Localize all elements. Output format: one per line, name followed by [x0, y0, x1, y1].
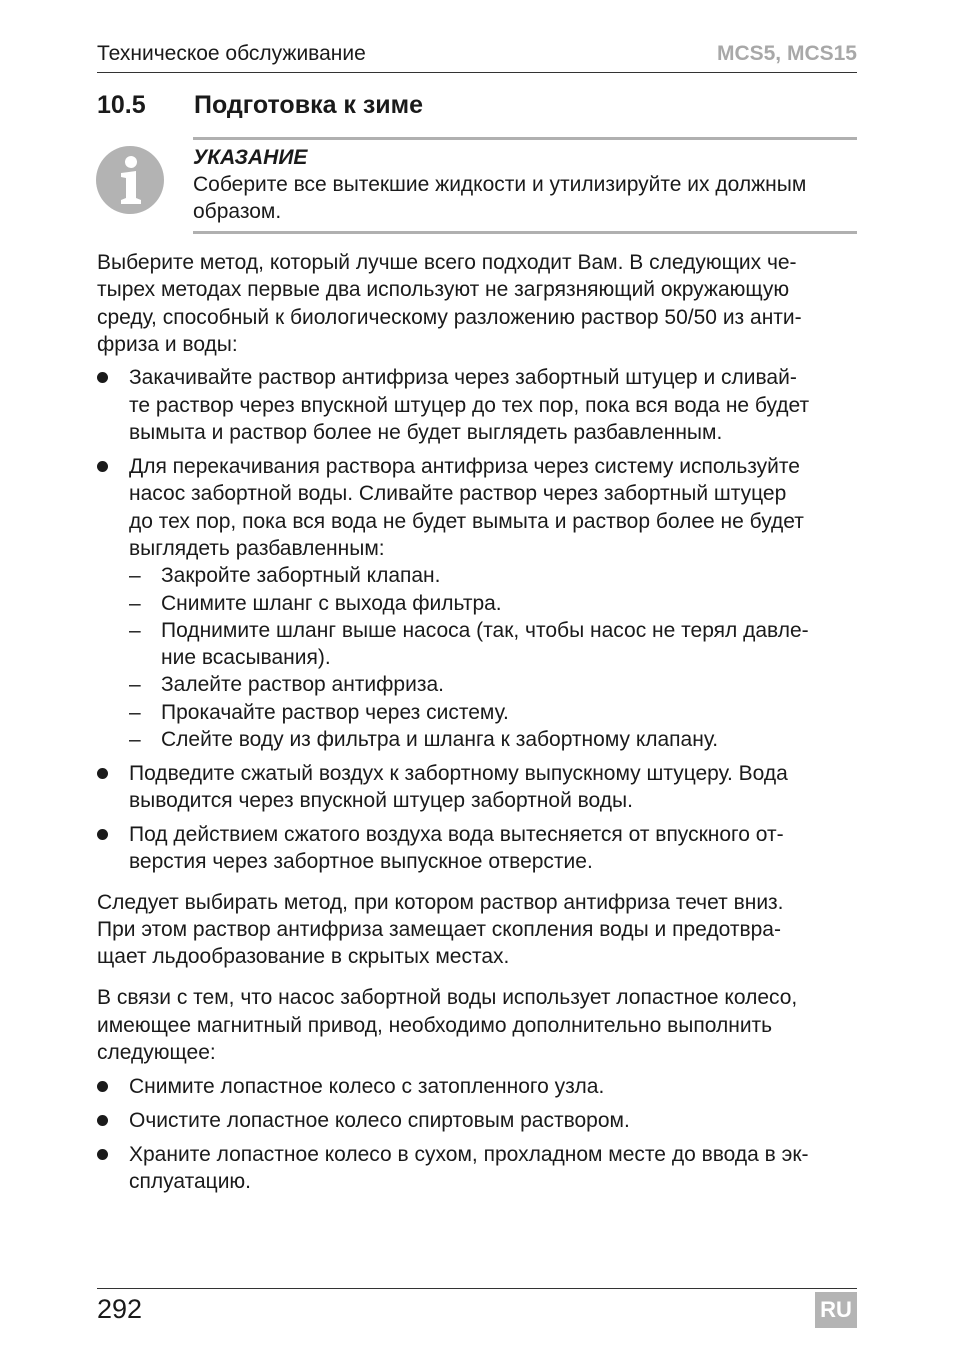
bullet-marker: [97, 1115, 108, 1126]
list-item-line: те раствор через впускной штуцер до тех пор, пока вся вода не будет: [129, 394, 810, 417]
list-item-line: верстия через забортное выпускное отверстие.: [129, 850, 593, 873]
paragraph-line: среду, способный к биологическому разложению раствор 50/50 из анти-: [97, 306, 802, 329]
note-text-line: образом.: [193, 200, 282, 223]
list-item-line: насос забортной воды. Сливайте раствор через забортный штуцер: [129, 482, 787, 505]
list-item-line: Закачивайте раствор антифриза через забортный штуцер и сливай-: [129, 366, 797, 389]
dash-marker: –: [129, 619, 141, 642]
bullet-marker: [97, 372, 108, 383]
model-name: MCS5, MCS15: [716, 42, 857, 65]
page-number: 292: [97, 1294, 143, 1324]
header-divider: [97, 72, 857, 73]
list-item-line: выглядеть разбавленным:: [129, 537, 385, 560]
paragraph-line: При этом раствор антифриза замещает скопления воды и предотвра-: [97, 918, 781, 941]
substep-line: Снимите шланг с выхода фильтра.: [161, 592, 502, 615]
dash-marker: –: [129, 701, 141, 724]
paragraph-line: В связи с тем, что насос забортной воды использует лопастное колесо,: [97, 986, 798, 1009]
note-top-rule: [193, 137, 857, 140]
paragraph-line: фриза и воды:: [97, 333, 238, 356]
list-item-line: Храните лопастное колесо в сухом, прохладном месте до ввода в эк-: [129, 1143, 809, 1166]
bullet-marker: [97, 1149, 108, 1160]
list-item-line: Под действием сжатого воздуха вода вытесняется от впускного от-: [129, 823, 784, 846]
running-header-title: Техническое обслуживание: [97, 42, 366, 65]
dash-marker: –: [129, 564, 141, 587]
note-title: УКАЗАНИЕ: [193, 146, 308, 169]
paragraph-line: Выберите метод, который лучше всего подходит Вам. В следующих че-: [97, 251, 797, 274]
note-bottom-rule: [193, 231, 857, 234]
list-item-line: выводится через впускной штуцер забортной воды.: [129, 789, 633, 812]
paragraph-line: имеющее магнитный привод, необходимо дополнительно выполнить: [97, 1014, 773, 1037]
list-item-line: Подведите сжатый воздух к забортному выпускному штуцеру. Вода: [129, 762, 788, 785]
paragraph-line: тырех методах первые два используют не загрязняющий окружающую: [97, 278, 790, 301]
list-item-line: сплуатацию.: [129, 1170, 252, 1193]
list-item-line: до тех пор, пока вся вода не будет вымыта и раствор более не будет: [129, 510, 804, 533]
list-item-line: Для перекачивания раствора антифриза через систему используйте: [129, 455, 800, 478]
substep-line: Прокачайте раствор через систему.: [161, 701, 509, 724]
substep-line: ние всасывания).: [161, 646, 331, 669]
paragraph-line: следующее:: [97, 1041, 216, 1064]
paragraph-line: щает льдообразование в скрытых местах.: [97, 945, 510, 968]
section-heading: [97, 90, 423, 120]
dash-marker: –: [129, 592, 141, 615]
dash-marker: –: [129, 728, 141, 751]
dash-marker: –: [129, 673, 141, 696]
substep-line: Слейте воду из фильтра и шланга к забортному клапану.: [161, 728, 719, 751]
list-item-line: Очистите лопастное колесо спиртовым раствором.: [129, 1109, 630, 1132]
section-title: Подготовка к зиме: [194, 91, 424, 119]
language-badge: RU: [815, 1292, 857, 1328]
substep-line: Закройте забортный клапан.: [161, 564, 441, 587]
substep-line: Залейте раствор антифриза.: [161, 673, 444, 696]
section-number: 10.5: [97, 91, 146, 119]
bullet-marker: [97, 1081, 108, 1092]
bullet-marker: [97, 768, 108, 779]
list-item-line: Снимите лопастное колесо с затопленного узла.: [129, 1075, 605, 1098]
paragraph-line: Следует выбирать метод, при котором раствор антифриза течет вниз.: [97, 891, 784, 914]
note-text-line: Соберите все вытекшие жидкости и утилизируйте их должным: [193, 173, 807, 196]
substep-line: Поднимите шланг выше насоса (так, чтобы насос не терял давле-: [161, 619, 809, 642]
bullet-marker: [97, 829, 108, 840]
list-item-line: вымыта и раствор более не будет выглядеть разбавленным.: [129, 421, 723, 444]
bullet-marker: [97, 461, 108, 472]
info-icon: [96, 146, 164, 214]
footer-divider: [97, 1288, 857, 1289]
